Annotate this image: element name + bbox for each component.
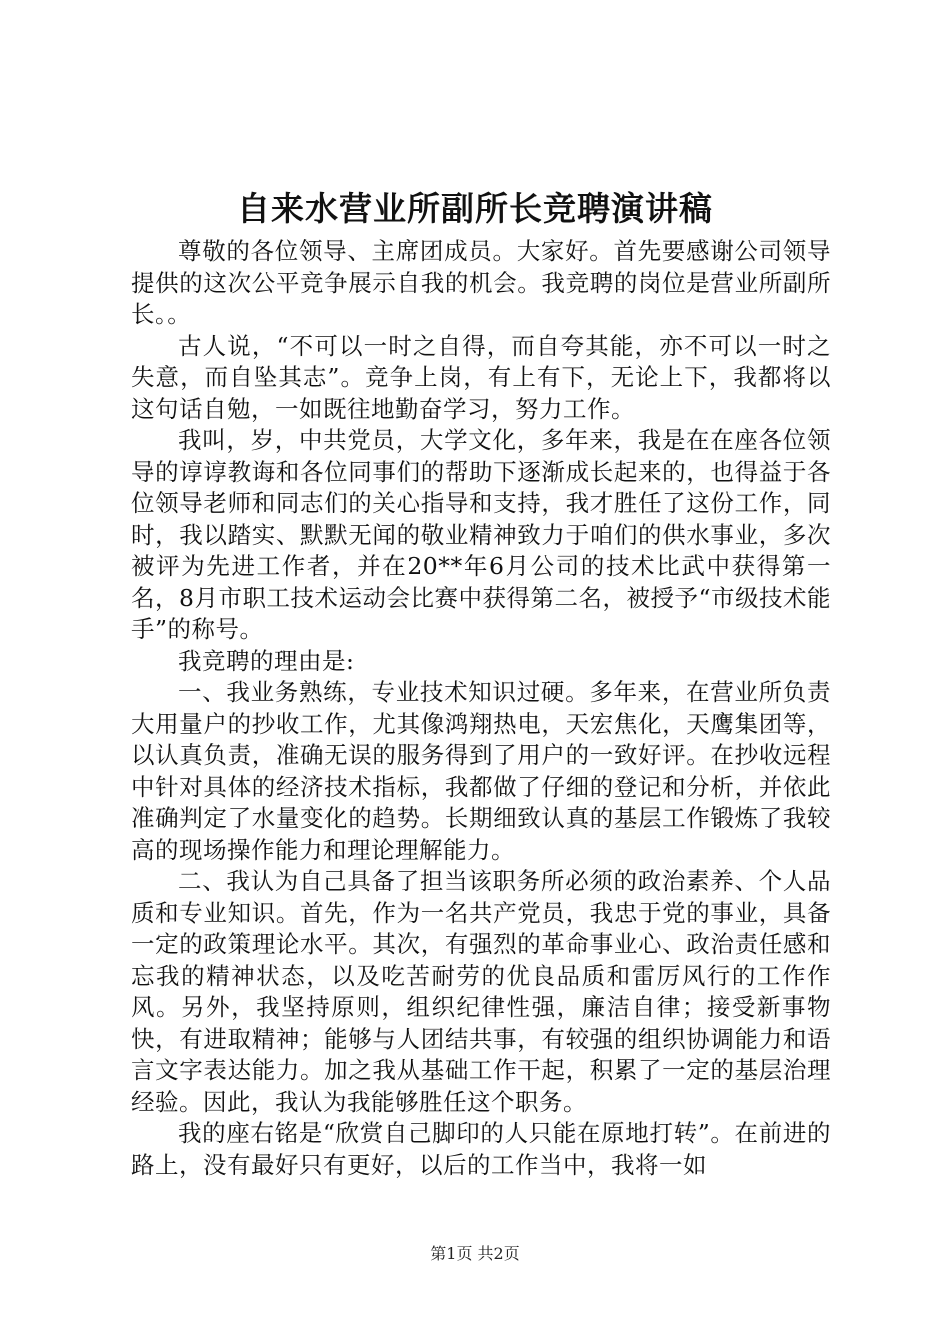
paragraph-reasons-heading: 我竞聘的理由是: bbox=[178, 646, 355, 675]
document-title: 自来水营业所副所长竞聘演讲稿 bbox=[237, 189, 713, 228]
paragraph-quote: 古人说，“不可以一时之自得，而自夸其能，亦不可以一时之失意，而自坠其志”。竞争上岗，有上有下，无论上下，我都将以这句话自勉，一如既往地勤奋学习，努力工作。 bbox=[131, 331, 831, 423]
paragraph-introduction: 我叫，岁，中共党员，大学文化，多年来，我是在在座各位领导的谆谆教诲和各位同事们的帮助下逐渐成长起来的，也得益于各位领导老师和同志们的关心指导和支持，我才胜任了这份工作，同时，我以踏实、默默无闻的敬业精神致力于咱们的供水事业，多次被评为先进工作者，并在20**年6月公司的技术比武中获得第一名，8月市职工技术运动会比赛中获得第二名，被授予“市级技术能手”的称号。 bbox=[131, 426, 831, 643]
paragraph-reason-two: 二、我认为自己具备了担当该职务所必须的政治素养、个人品质和专业知识。首先，作为一名共产党员，我忠于党的事业，具备一定的政策理论水平。其次，有强烈的革命事业心、政治责任感和忘我的精神状态，以及吃苦耐劳的优良品质和雷厉风行的工作作风。另外，我坚持原则，组织纪律性强，廉洁自律；接受新事物快，有进取精神；能够与人团结共事，有较强的组织协调能力和语言文字表达能力。加之我从基础工作干起，积累了一定的基层治理经验。因此，我认为我能够胜任这个职务。 bbox=[131, 867, 831, 1116]
document-body bbox=[131, 236, 831, 1181]
paragraph-reason-one: 一、我业务熟练，专业技术知识过硬。多年来，在营业所负责大用量户的抄收工作，尤其像鸿翔热电，天宏焦化，天鹰集团等，以认真负责，准确无误的服务得到了用户的一致好评。在抄收远程中针对具体的经济技术指标，我都做了仔细的登记和分析，并依此准确判定了水量变化的趋势。长期细致认真的基层工作锻炼了我较高的现场操作能力和理论理解能力。 bbox=[131, 678, 831, 864]
paragraph-greeting: 尊敬的各位领导、主席团成员。大家好。首先要感谢公司领导提供的这次公平竞争展示自我的机会。我竞聘的岗位是营业所副所长。。 bbox=[131, 237, 831, 328]
paragraph-motto: 我的座右铭是“欣赏自己脚印的人只能在原地打转”。在前进的路上，没有最好只有更好，以后的工作当中，我将一如 bbox=[131, 1119, 831, 1179]
page-footer: 第1页 共2页 bbox=[430, 1244, 520, 1263]
